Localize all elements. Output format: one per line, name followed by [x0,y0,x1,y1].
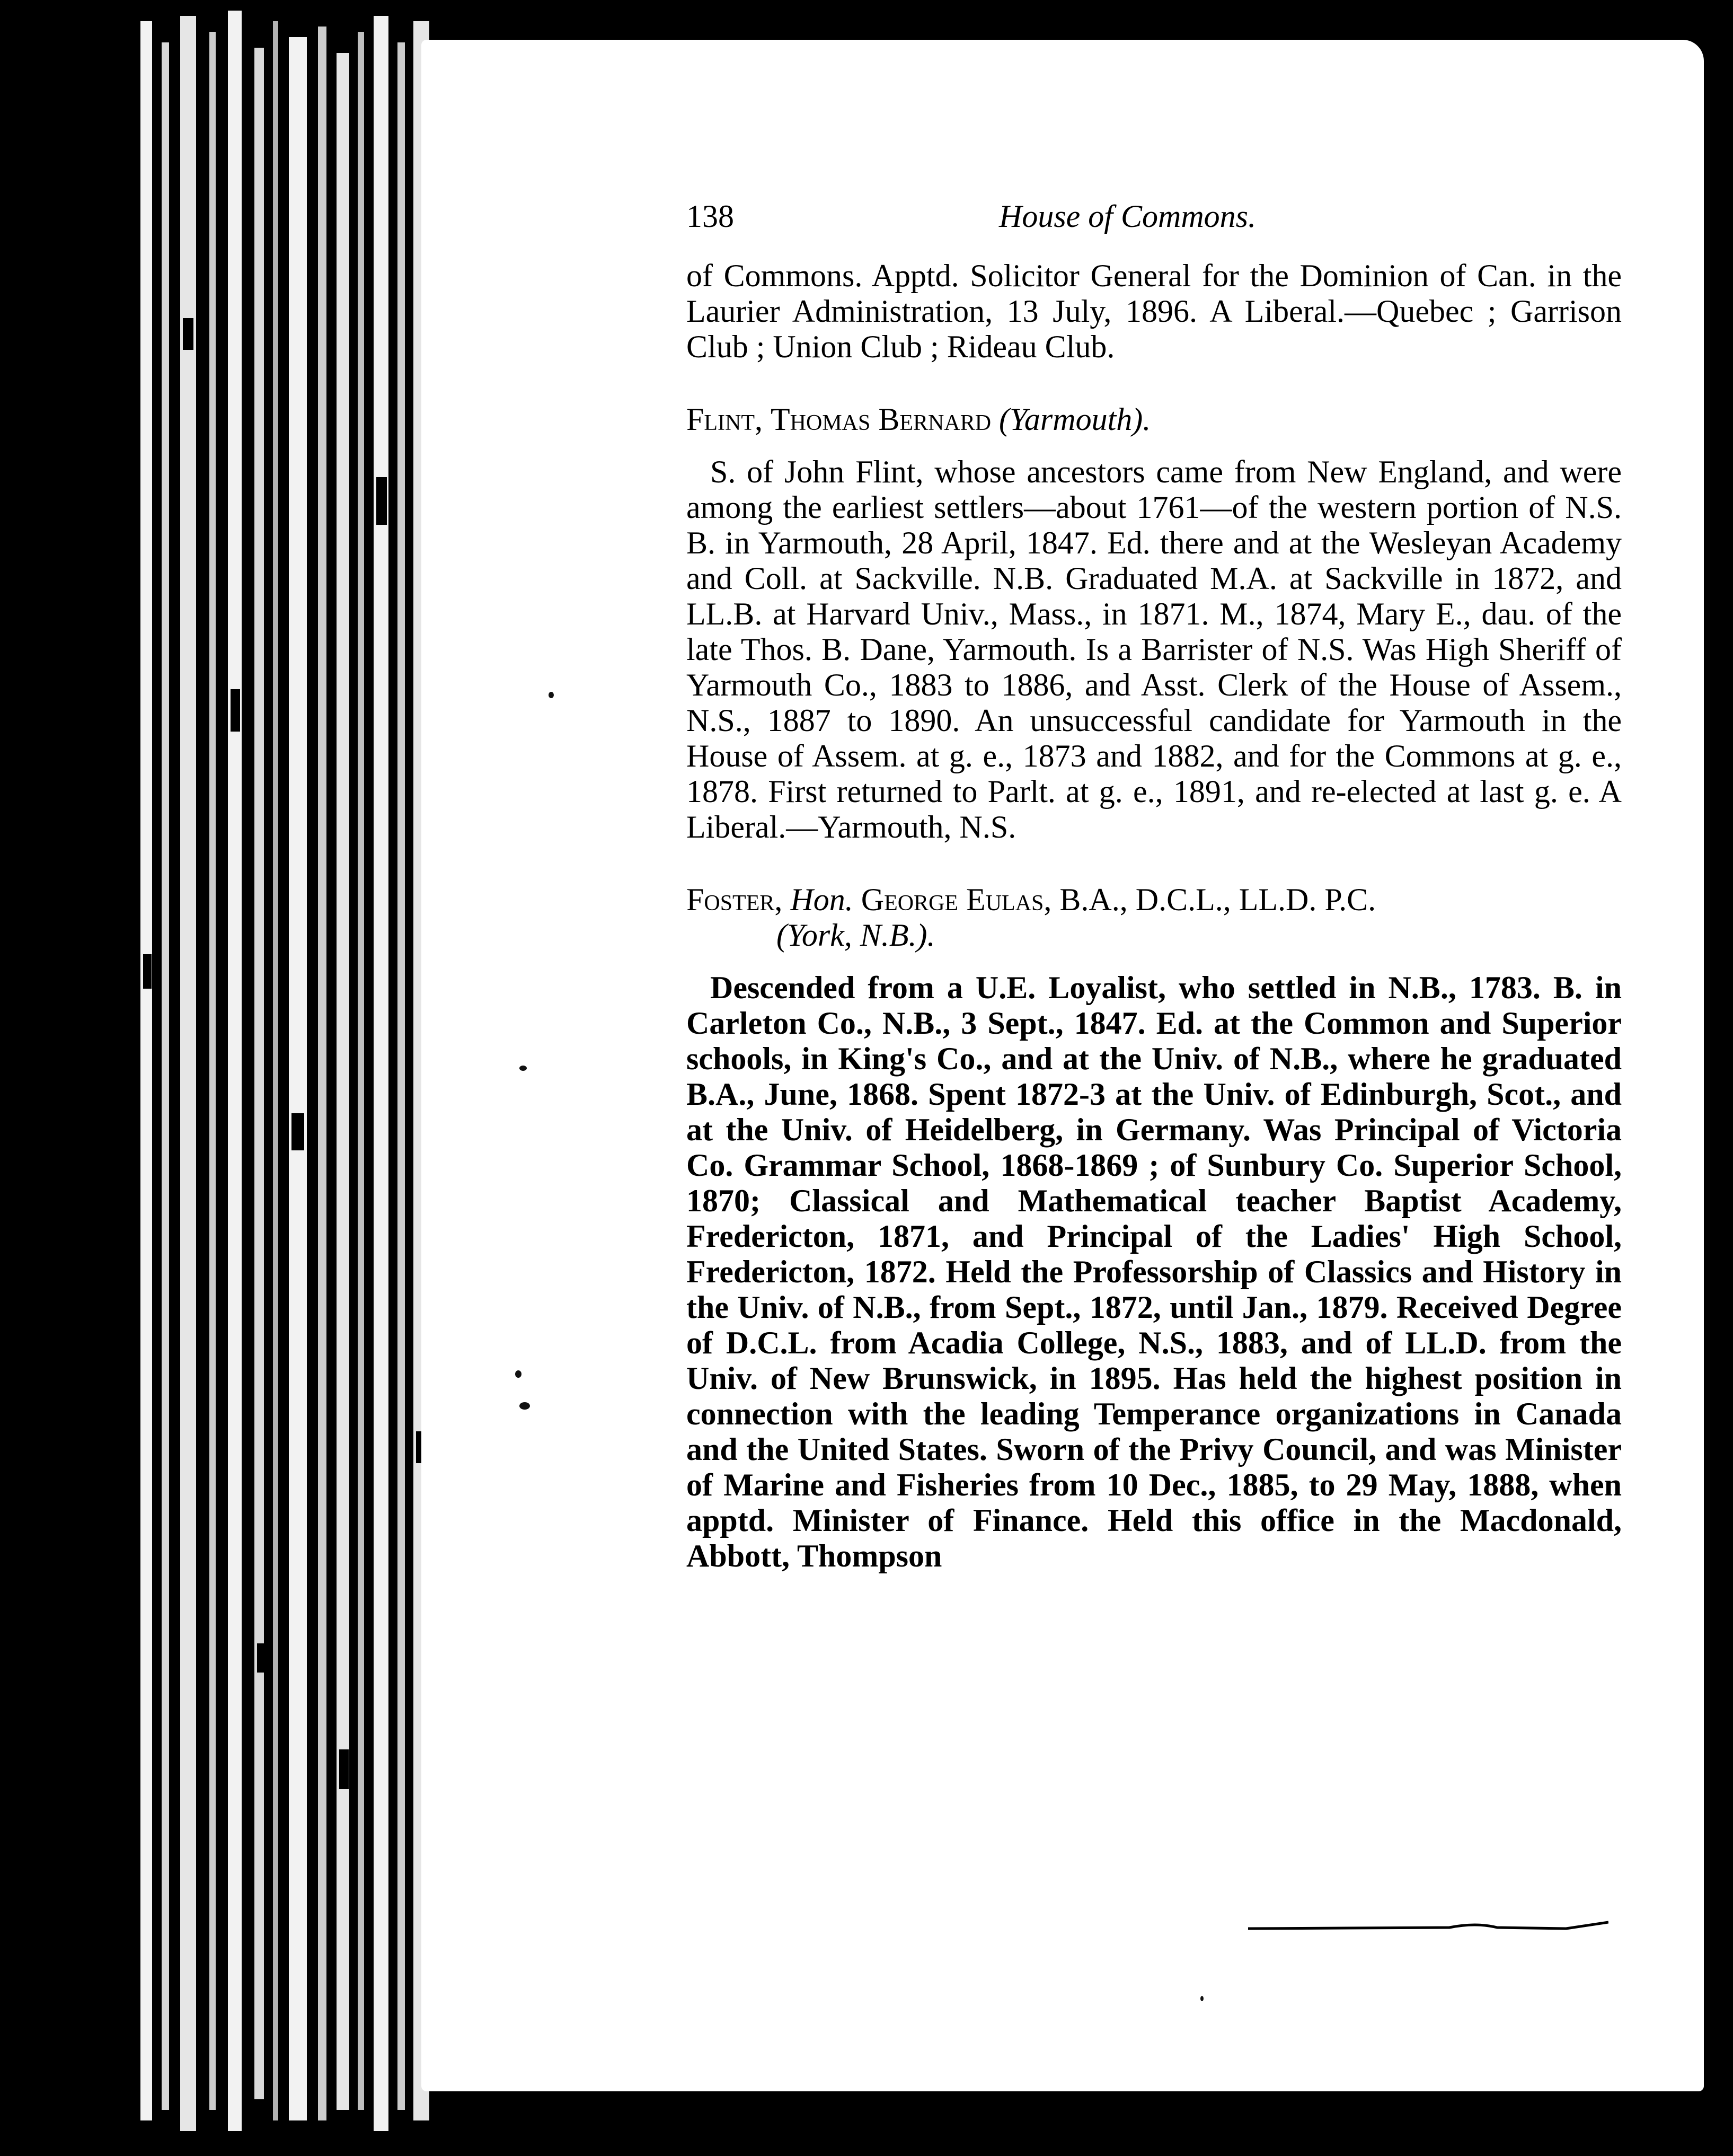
page-text [686,199,1622,1574]
running-title: House of Commons. [999,199,1257,234]
biography-entry-flint [686,402,1622,845]
ink-speck [519,1402,530,1410]
entry-constituency: (York, N.B.). [776,918,935,953]
entry-heading [686,402,1622,437]
entry-heading [686,882,1622,953]
biography-entry-foster [686,882,1622,1574]
entry-degrees: B.A., D.C.L., LL.D. P.C. [1059,882,1376,917]
entry-given-names: Thomas Bernard [771,402,992,437]
entry-surname: Foster, [686,882,783,917]
entry-surname: Flint, [686,402,763,437]
entry-body: S. of John Flint, whose ancestors came from New England, and were among the earliest settlers—about 1761—of the western portion of N.S. B. in Yarmouth, 28 April, 1847. Ed. there and at the Wesleyan Academy and Coll. at Sackville. N.B. Graduated M.A. at Sackville in 1872, and LL.B. at Harvard Univ., Mass., in 1871. M., 1874, Mary E., dau. of the late Thos. B. Dane, Yarmouth. Is a Barrister of N.S. Was High Sheriff of Yarmouth Co., 1883 to 1886, and Asst. Clerk of the House of Assem., N.S., 1887 to 1890. An unsuccessful candidate for Yarmouth in the House of Assem. at g. e., 1873 and 1882, and for the Commons at g. e., 1878. First returned to Parlt. at g. e., 1891, and re-elected at last g. e. A Liberal.—Yarmouth, N.S. [686,454,1622,844]
ink-speck [515,1370,521,1378]
ink-speck [1200,1996,1204,2001]
page-number: 138 [686,199,734,234]
ink-speck [519,1066,527,1071]
entry-body: Descended from a U.E. Loyalist, who settled in N.B., 1783. B. in Carleton Co., N.B., 3 Sept., 1847. Ed. at the Common and Superior schools, in King's Co., and at the Univ. of N.B., where he graduated B.A., June, 1868. Spent 1872-3 at the Univ. of Edinburgh, Scot., and at the Univ. of Heidelberg, in Germany. Was Principal of Victoria Co. Grammar School, 1868-1869 ; of Sunbury Co. Superior School, 1870; Classical and Mathematical teacher Baptist Academy, Fredericton, 1871, and Principal of the Ladies' High School, Fredericton, 1872. Held the Professorship of Classics and History in the Univ. of N.B., from Sept., 1872, until Jan., 1879. Received Degree of D.C.L. from Acadia College, N.S., 1883, and of LL.D. from the Univ. of New Brunswick, in 1895. Has held the highest position in connection with the leading Temperance organizations in Canada and the United States. Sworn of the Privy Council, and was Minister of Marine and Fisheries from 10 Dec., 1885, to 29 May, 1888, when apptd. Minister of Finance. Held this office in the Macdonald, Abbott, Thompson [686,970,1622,1573]
book-page-edges [130,0,458,2156]
entry-honorific: Hon. [790,882,853,917]
bottom-rule [1248,1919,1608,1935]
page-edge-stripes [130,0,458,2156]
entry-given-names: George Eulas, [861,882,1052,917]
book-page [421,40,1704,2091]
running-head [686,199,1622,252]
continuation-paragraph: of Commons. Apptd. Solicitor General for the Dominion of Can. in the Laurier Administration, 13 July, 1896. A Liberal.—Quebec ; Garrison Club ; Union Club ; Rideau Club. [686,258,1622,364]
entry-constituency: (Yarmouth). [999,402,1151,437]
ink-speck [549,692,554,698]
